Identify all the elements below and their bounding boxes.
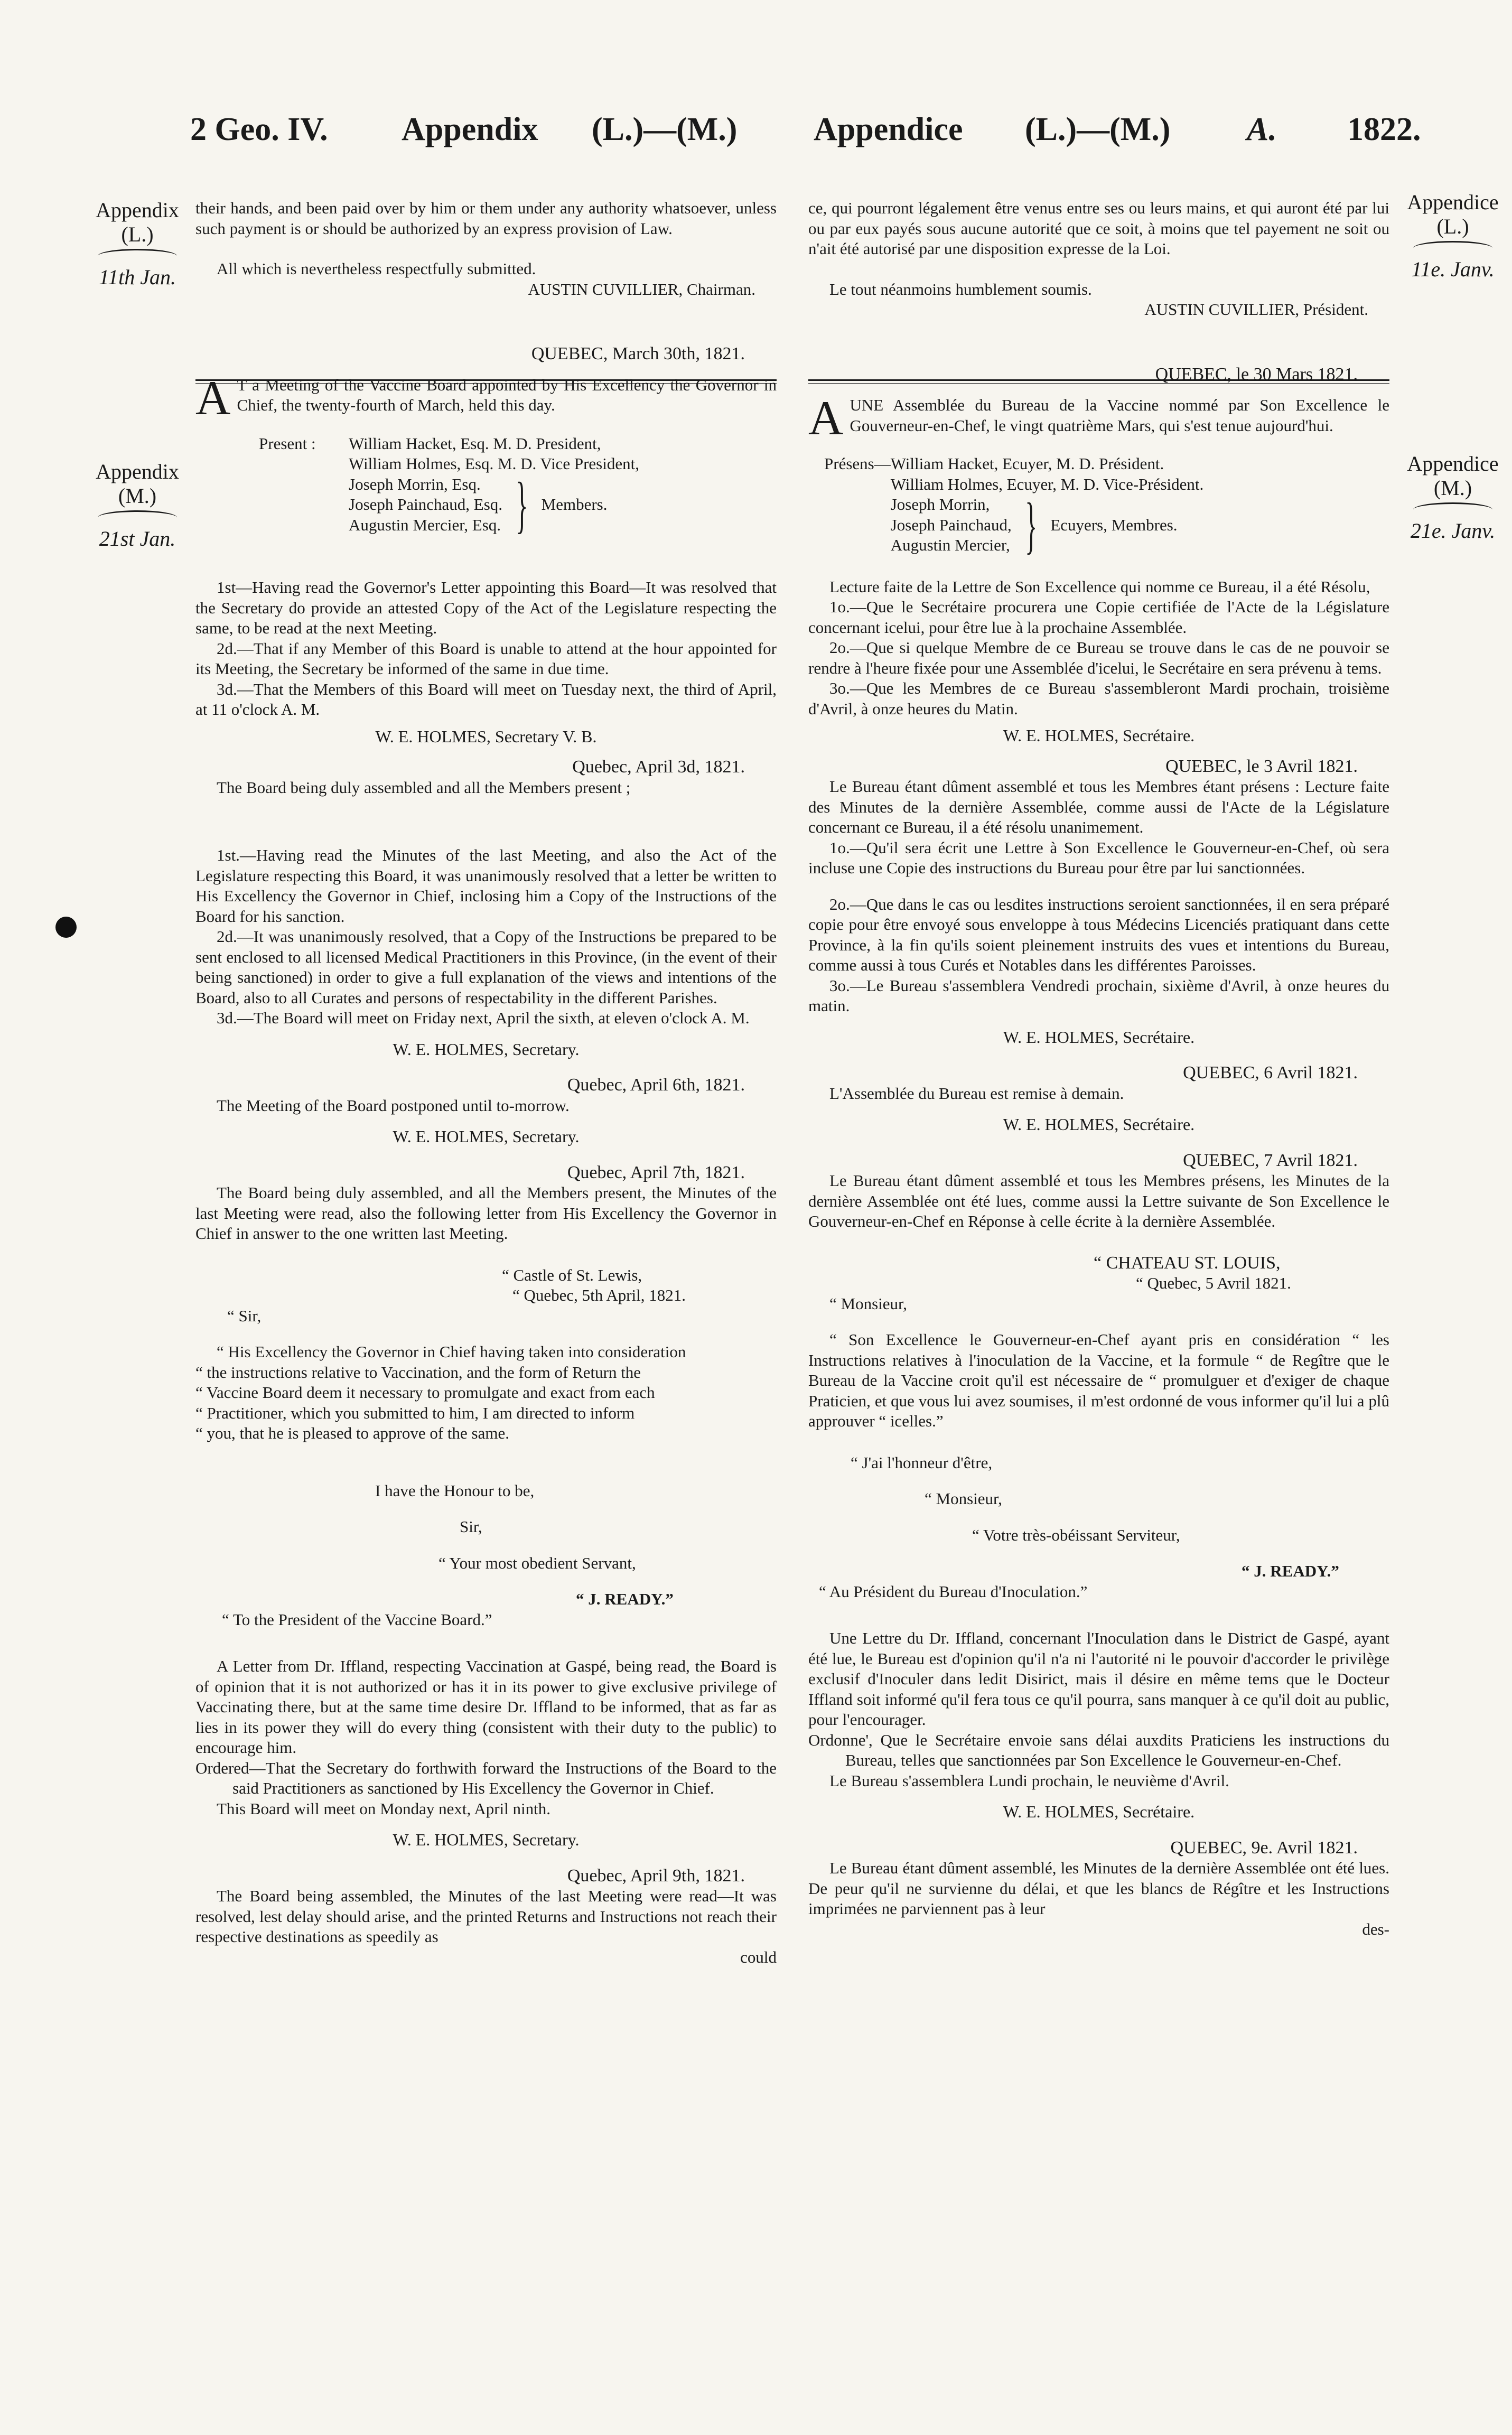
english-intro: their hands, and been paid over by him or them under any authority whatsoever, unless such payment is or should be authorized by an express provision of Law. bbox=[195, 199, 777, 238]
margin-date: 21st Jan. bbox=[99, 527, 176, 551]
english-date-4: Quebec, April 7th, 1821. bbox=[567, 1162, 745, 1182]
brace-icon: } bbox=[1025, 489, 1038, 560]
french-servant: “ Votre très-obéissant Serviteur, bbox=[972, 1525, 1180, 1544]
french-postponed: L'Assemblée du Bureau est remise à demain. bbox=[829, 1084, 1124, 1103]
english-letter-salutation: “ Sir, bbox=[227, 1306, 262, 1325]
french-res-4: 1o.—Qu'il sera écrit une Lettre à Son Excellence le Gouverneur-en-Chef, où sera incluse une Copie des instructions du Bureau pour être par lui sanctionnées. bbox=[808, 838, 1389, 877]
french-letter-body: “ Son Excellence le Gouverneur-en-Chef ayant pris en considération “ les Instructions relatives à l'inoculation de la Vaccine, et la formule “ de Regître que le Bureau de la Vaccine croit qu'il est nécessaire de “ promulguer et d'exiger de chaque Praticien, et que vous lui avez soumises, il m'est ordonné de vous informer qu'il lui a plû approuver “ icelles.” bbox=[808, 1330, 1389, 1430]
english-letter-line-4: “ Practitioner, which you submitted to him, I am directed to inform bbox=[195, 1403, 635, 1422]
header-left-code: (L.)—(M.) bbox=[592, 111, 738, 147]
margin-note-right-m bbox=[1395, 452, 1511, 543]
english-servant: “ Your most obedient Servant, bbox=[438, 1553, 636, 1572]
english-res-6: 3d.—The Board will meet on Friday next, April the sixth, at eleven o'clock A. M. bbox=[217, 1009, 750, 1027]
margin-brace bbox=[1413, 502, 1492, 517]
header-left-title: Appendix bbox=[402, 111, 538, 147]
french-present-3: Joseph Morrin, bbox=[890, 495, 990, 514]
french-letter-date: “ Quebec, 5 Avril 1821. bbox=[1136, 1274, 1291, 1292]
english-submitted: All which is nevertheless respectfully submitted. bbox=[217, 259, 536, 278]
french-res-6: 3o.—Le Bureau s'assemblera Vendredi prochain, sixième d'Avril, à onze heures du matin. bbox=[808, 976, 1389, 1015]
french-ready: “ J. READY.” bbox=[1242, 1562, 1339, 1580]
french-res-3: 3o.—Que les Membres de ce Bureau s'assembleront Mardi prochain, troisième d'Avril, à onze heures du Matin. bbox=[808, 679, 1389, 718]
margin-note-left-l bbox=[79, 198, 195, 290]
french-date-5: QUEBEC, 9e. Avril 1821. bbox=[1170, 1837, 1358, 1858]
english-monday: This Board will meet on Monday next, April ninth. bbox=[217, 1799, 550, 1818]
english-ready: “ J. READY.” bbox=[576, 1590, 674, 1608]
english-letter-line-1: “ His Excellency the Governor in Chief having taken into consideration bbox=[217, 1342, 686, 1361]
english-iffland: A Letter from Dr. Iffland, respecting Vaccination at Gaspé, being read, the Board is of opinion that it is not authorized or has it in its power to give exclusive privilege of Vaccinating there, but at the same time desire Dr. Iffland to be informed, that as far as lies in its power they will do every thing (consistent with their duty to the public) to encourage him. bbox=[195, 1657, 777, 1757]
header-letter: A. bbox=[1247, 111, 1277, 147]
french-sig-4: W. E. HOLMES, Secrétaire. bbox=[1003, 1802, 1195, 1821]
english-letter-line-5: “ you, that he is pleased to approve of the same. bbox=[195, 1424, 509, 1442]
english-letter-line-3: “ Vaccine Board deem it necessary to promulgate and exact from each bbox=[195, 1383, 655, 1402]
english-res-5: 2d.—It was unanimously resolved, that a Copy of the Instructions be prepared to be sent enclosed to all licensed Medical Practitioners in this Province, (in the event of their being sanctioned) in order to give a full explanation of the views and intentions of the Board, also to all Curates and persons of respectability in the different Parishes. bbox=[195, 927, 777, 1007]
margin-date: 11th Jan. bbox=[99, 265, 176, 289]
english-date-1: QUEBEC, March 30th, 1821. bbox=[531, 344, 745, 363]
english-assembled-5: The Board being assembled, the Minutes of the last Meeting were read—It was resolved, lest delay should arise, and the printed Returns and Instructions not reach their respective destinations as speedily as bbox=[195, 1887, 777, 1946]
margin-note-left-m bbox=[79, 460, 195, 551]
ink-blot bbox=[55, 917, 77, 938]
english-catchword: could bbox=[740, 1947, 777, 1966]
french-res-2: 2o.—Que si quelque Membre de ce Bureau se trouve dans le cas de ne pouvoir se rendre à l'heure fixée pour une Assemblée d'icelui, le Secrétaire en sera prévenu à tems. bbox=[808, 638, 1389, 677]
french-meeting bbox=[808, 391, 1389, 445]
margin-brace bbox=[98, 510, 177, 525]
english-present-label: Present : bbox=[259, 434, 316, 453]
french-res-5: 2o.—Que dans le cas ou lesdites instructions seroient sanctionnées, il en sera préparé copie pour être envoyé sous enveloppe à tous Médecins Licenciés pratiquant dans cette Province, à la fin qu'ils soient pleinement instruits des vues et intentions du Bureau, comme aussi à tous Curés et Notables dans les différentes Paroisses. bbox=[808, 894, 1389, 974]
french-monday: Le Bureau s'assemblera Lundi prochain, le neuvième d'Avril. bbox=[829, 1771, 1229, 1790]
french-present-list bbox=[808, 454, 1389, 560]
french-date-4: QUEBEC, 7 Avril 1821. bbox=[1183, 1150, 1358, 1170]
english-letter-place: “ Castle of St. Lewis, bbox=[502, 1265, 642, 1284]
french-sig-1: W. E. HOLMES, Secrétaire. bbox=[1003, 726, 1195, 745]
margin-code: (L.) bbox=[121, 222, 154, 246]
english-res-1: 1st—Having read the Governor's Letter appointing this Board—It was resolved that the Secretary do provide an attested Copy of the Act of the Legislature respecting the same, to be read at the next Meeting. bbox=[195, 578, 777, 637]
header-right-title: Appendice bbox=[814, 111, 963, 147]
french-assembled-2: Le Bureau étant dûment assemblé et tous les Membres étant présens : Lecture faite des Minutes de la dernière Assemblée, comme aussi de l'Acte de la Législature concernant ce Bureau, il a été résolu unanimement. bbox=[808, 777, 1389, 836]
english-meeting bbox=[195, 370, 777, 425]
english-sig-4: W. E. HOLMES, Secretary. bbox=[393, 1830, 580, 1849]
english-meeting-text: T a Meeting of the Vaccine Board appointed by His Excellency the Governor in Chief, the twenty-fourth of March, held this day. bbox=[237, 375, 777, 414]
french-date-1: QUEBEC, le 30 Mars 1821. bbox=[1155, 364, 1358, 384]
french-present-4: Joseph Painchaud, bbox=[890, 515, 1012, 534]
margin-title: Appendice bbox=[1407, 452, 1499, 475]
french-dropcap: A bbox=[808, 391, 844, 445]
french-meeting-text: UNE Assemblée du Bureau de la Vaccine nommé par Son Excellence le Gouverneur-en-Chef, le vingt quatrième Mars, qui s'est tenue aujourd'hui. bbox=[850, 396, 1389, 435]
french-date-2: QUEBEC, le 3 Avril 1821. bbox=[1165, 756, 1358, 776]
english-column bbox=[195, 198, 777, 1967]
english-assembled-2: The Board being duly assembled and all the Members present ; bbox=[217, 778, 631, 797]
english-postponed: The Meeting of the Board postponed until to-morrow. bbox=[217, 1096, 570, 1115]
french-to-president: “ Au Président du Bureau d'Inoculation.” bbox=[819, 1582, 1088, 1601]
margin-date: 21e. Janv. bbox=[1410, 519, 1496, 543]
french-sir: “ Monsieur, bbox=[925, 1489, 1002, 1508]
french-assembled-4: Le Bureau étant dûment assemblé et tous les Membres présens, les Minutes de la dernière Assemblée ont été lues, comme aussi la Lettre suivante de Son Excellence le Gouverneur-en-Chef en Réponse à celle écrite à la dernière Assemblée. bbox=[808, 1171, 1389, 1230]
english-res-2: 2d.—That if any Member of this Board is unable to attend at the hour appointed for its Meeting, the Secretary be informed of the same in due time. bbox=[195, 639, 777, 678]
french-intro: ce, qui pourront légalement être venus entre ses ou leurs mains, et qui auront été par lui ou par eux payés sous aucune autorité que ce soit, à moins que tel payement ne soit ou n'ait été autorisé par une disposition expresse de la Loi. bbox=[808, 199, 1389, 258]
english-date-2: Quebec, April 3d, 1821. bbox=[572, 757, 745, 777]
french-ordered: Ordonne', Que le Secrétaire envoie sans délai auxdits Praticiens les instructions du Bureau, telles que sanctionnées par Son Excellence le Gouverneur-en-Chef. bbox=[808, 1730, 1389, 1769]
margin-code: (L.) bbox=[1436, 214, 1469, 238]
english-present-4: Joseph Painchaud, Esq. bbox=[349, 495, 503, 514]
french-present-1: William Hacket, Ecuyer, M. D. Président. bbox=[890, 454, 1164, 473]
header-right-code: (L.)—(M.) bbox=[1025, 111, 1171, 147]
french-sig-3: W. E. HOLMES, Secrétaire. bbox=[1003, 1115, 1195, 1134]
margin-brace bbox=[98, 249, 177, 263]
french-present-label: Présens— bbox=[824, 454, 891, 473]
english-chairman: AUSTIN CUVILLIER, Chairman. bbox=[528, 279, 755, 298]
page-header bbox=[158, 111, 1426, 158]
english-present-list bbox=[195, 434, 777, 540]
english-sig-1: W. E. HOLMES, Secretary V. B. bbox=[375, 726, 597, 746]
english-sig-2: W. E. HOLMES, Secretary. bbox=[393, 1039, 580, 1059]
english-members: Members. bbox=[541, 495, 608, 514]
french-assembled-5: Le Bureau étant dûment assemblé, les Minutes de la dernière Assemblée ont été lues. De peur qu'il ne survienne du délai, et que les blancs de Régître et les Instructions imprimées ne parviennent pas à leur bbox=[808, 1859, 1389, 1918]
english-letter-body bbox=[195, 1342, 777, 1444]
french-sig-2: W. E. HOLMES, Secrétaire. bbox=[1003, 1027, 1195, 1047]
french-res-0: Lecture faite de la Lettre de Son Excellence qui nomme ce Bureau, il a été Résolu, bbox=[829, 577, 1370, 596]
french-letter-salutation: “ Monsieur, bbox=[829, 1294, 907, 1313]
english-sir: Sir, bbox=[460, 1517, 482, 1536]
header-reign: 2 Geo. IV. bbox=[190, 111, 328, 147]
french-present-2: William Holmes, Ecuyer, M. D. Vice-Président. bbox=[890, 474, 1204, 493]
english-ordered: Ordered—That the Secretary do forthwith forward the Instructions of the Board to the said Practitioners as sanctioned by His Excellency the Governor in Chief. bbox=[195, 1758, 777, 1797]
english-res-4: 1st.—Having read the Minutes of the last Meeting, and also the Act of the Legislature respecting this Board, it was unanimously resolved that a letter be written to His Excellency the Governor in Chief, inclosing him a Copy of the Instructions of the Board for his sanction. bbox=[195, 846, 777, 926]
english-present-5: Augustin Mercier, Esq. bbox=[349, 515, 501, 534]
english-to-president: “ To the President of the Vaccine Board.” bbox=[222, 1610, 492, 1629]
french-members: Ecuyers, Membres. bbox=[1050, 515, 1178, 534]
margin-title: Appendix bbox=[96, 198, 179, 222]
english-date-3: Quebec, April 6th, 1821. bbox=[567, 1075, 745, 1095]
english-assembled-4: The Board being duly assembled, and all the Members present, the Minutes of the last Meeting were read, also the following letter from His Excellency the Governor in Chief in answer to the one written last Meeting. bbox=[195, 1183, 777, 1243]
french-res-1: 1o.—Que le Secrétaire procurera une Copie certifiée de l'Acte de la Législature concernant icelui, pour être lue à la prochaine Assemblée. bbox=[808, 598, 1389, 637]
french-iffland: Une Lettre du Dr. Iffland, concernant l'Inoculation dans le District de Gaspé, ayant été lue, le Bureau est d'opinion qu'il n'a ni l'autorité ni le pouvoir d'accorder le privilège exclusif d'Inoculer dans ledit Disirict, mais il désire en même tems que le Docteur Iffland soit informé qu'il fera tous ce qu'il pourra, sans manquer à ce qu'il doit au public, pour l'encourager. bbox=[808, 1629, 1389, 1729]
margin-date: 11e. Janv. bbox=[1411, 257, 1495, 281]
english-letter-date: “ Quebec, 5th April, 1821. bbox=[512, 1286, 686, 1304]
french-honour: “ J'ai l'honneur d'être, bbox=[851, 1453, 993, 1472]
english-res-3: 3d.—That the Members of this Board will meet on Tuesday next, the third of April, at 11 o'clock A. M. bbox=[195, 679, 777, 719]
margin-code: (M.) bbox=[1433, 476, 1472, 500]
english-dropcap: A bbox=[195, 370, 231, 425]
english-present-1: William Hacket, Esq. M. D. President, bbox=[349, 434, 601, 453]
header-year: 1822. bbox=[1347, 111, 1421, 147]
french-submitted: Le tout néanmoins humblement soumis. bbox=[829, 279, 1092, 298]
margin-title: Appendice bbox=[1407, 190, 1499, 214]
french-letter-place: “ CHATEAU ST. LOUIS, bbox=[1094, 1253, 1281, 1273]
english-present-3: Joseph Morrin, Esq. bbox=[349, 474, 481, 493]
english-present-2: William Holmes, Esq. M. D. Vice President, bbox=[349, 454, 639, 473]
brace-icon: } bbox=[516, 469, 528, 540]
english-date-5: Quebec, April 9th, 1821. bbox=[567, 1865, 745, 1886]
french-present-5: Augustin Mercier, bbox=[890, 536, 1010, 554]
english-honour: I have the Honour to be, bbox=[375, 1481, 535, 1500]
english-letter-line-2: “ the instructions relative to Vaccination, and the form of Return the bbox=[195, 1363, 641, 1382]
french-column bbox=[808, 198, 1389, 1939]
french-catchword: des- bbox=[1362, 1919, 1389, 1938]
margin-title: Appendix bbox=[96, 460, 179, 483]
french-date-3: QUEBEC, 6 Avril 1821. bbox=[1183, 1063, 1358, 1083]
english-sig-3: W. E. HOLMES, Secretary. bbox=[393, 1127, 580, 1146]
margin-brace bbox=[1413, 241, 1492, 255]
margin-note-right-l bbox=[1395, 190, 1511, 282]
french-chairman: AUSTIN CUVILLIER, Président. bbox=[1144, 300, 1368, 319]
margin-code: (M.) bbox=[118, 484, 157, 508]
